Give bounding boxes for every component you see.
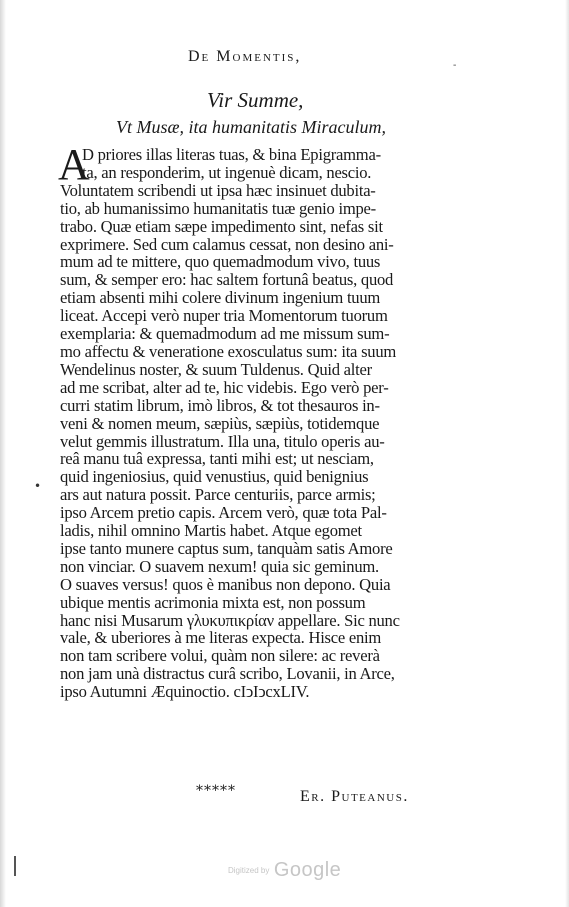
text-line: trabo. Quæ etiam sæpe impedimento sint, nefas sit <box>60 216 383 236</box>
text-line: vale, & uberiores à me literas expecta. Hisce enim <box>60 628 382 648</box>
text-line: non vinciar. O suavem nexum! quia sic geminum. <box>60 556 379 576</box>
text-line: ubique mentis acrimonia mixta est, non possum <box>60 592 366 612</box>
text-line: mum ad te mittere, quo quemadmodum vivo, tuus <box>60 252 381 272</box>
text-line: non tam scribere volui, quàm non silere: ac reverà <box>60 646 380 666</box>
text-line: tio, ab humanissimo humanitatis tuæ genio impe- <box>60 198 376 218</box>
signature: Er. Puteanus. <box>300 788 409 805</box>
text-line: exemplaria: & quemadmodum ad me missum sum- <box>60 324 390 344</box>
text-line: ipse tanto munere captus sum, tanquàm satis Amore <box>60 538 393 558</box>
letter-body <box>60 146 440 701</box>
text-line: reâ manu tuâ expressa, tanti mihi est; ut nesciam, <box>60 449 374 469</box>
text-line: curri statim librum, imò libros, & tot thesauros in- <box>60 395 380 415</box>
running-header: De Momentis, <box>188 48 302 65</box>
page-edge-left <box>0 0 6 907</box>
text-line: exprimere. Sed cum calamus cessat, non desino ani- <box>60 234 394 254</box>
text-line: Voluntatem scribendi ut ipsa hæc insinuet dubita- <box>60 180 376 200</box>
text-line: liceat. Accepi verò nuper tria Momentorum tuorum <box>60 306 388 326</box>
text-line: veni & nomen meum, sæpiùs, sæpiùs, totidemque <box>60 413 380 433</box>
text-line: D priores illas literas tuas, & bina Epigramma- <box>82 145 381 164</box>
drop-cap: A <box>58 140 90 189</box>
text-line: O suaves versus! quos è manibus non depono. Quia <box>60 574 391 594</box>
text-line: non jam unà distractus curâ scribo, Lovanii, in Arce, <box>60 664 395 684</box>
text-line: Wendelinus noster, & suum Tuldenus. Quid alter <box>60 359 372 379</box>
crease-mark <box>14 856 16 876</box>
text-line: hanc nisi Musarum γλυκυπικρίαν appellare. Sic nunc <box>60 610 400 630</box>
corner-mark: - <box>453 60 457 71</box>
salutation: Vir Summe, <box>207 88 304 112</box>
margin-mark: • <box>34 479 42 493</box>
text-line: ta, an responderim, ut ingenuè dicam, nescio. <box>82 162 372 182</box>
text-line: sum, & semper ero: hac saltem fortunâ beatus, quod <box>60 270 394 290</box>
sub-salutation: Vt Musæ, ita humanitatis Miraculum, <box>116 117 386 137</box>
signature-ornament: ***** <box>196 783 236 799</box>
watermark-brand: Google <box>273 859 342 881</box>
text-line: ladis, nihil omnino Martis habet. Atque egomet <box>60 521 362 541</box>
text-line: quid ingeniosius, quid venustius, quid benignius <box>60 467 369 487</box>
text-line: etiam absenti mihi colere divinum ingenium tuum <box>60 288 381 308</box>
text-line: mo affectu & veneratione exosculatus sum: ita suum <box>60 341 397 361</box>
text-line: ad me scribat, alter ad te, hic videbis. Ego verò per- <box>60 377 389 397</box>
digitization-watermark <box>228 859 341 882</box>
watermark-prefix: Digitized by <box>228 866 270 875</box>
text-line: velut gemmis illustratum. Illa una, titulo operis au- <box>60 431 385 451</box>
page-edge-right <box>565 0 569 907</box>
text-line: ipso Arcem pretio capis. Arcem verò, quæ tota Pal- <box>60 503 387 523</box>
text-line: ars aut natura possit. Parce centuriis, parce armis; <box>60 485 376 505</box>
text-line: ipso Autumni Æquinoctio. cIↄIↄcxLIV. <box>60 682 310 702</box>
